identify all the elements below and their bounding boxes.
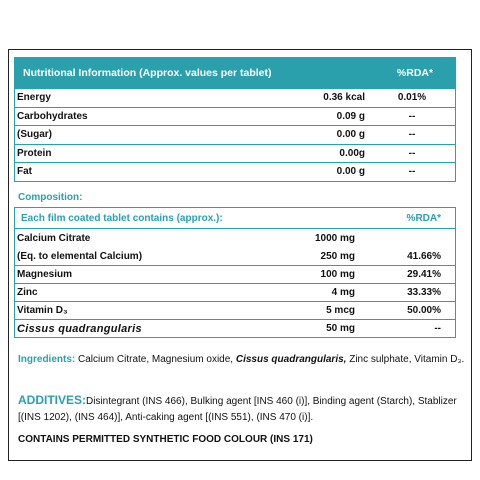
ingredient-rda: 33.33% — [407, 287, 441, 298]
nutrient-value: 0.00 g — [336, 129, 365, 141]
ingredient-name: Magnesium — [17, 269, 73, 280]
nutrient-value: 0.09 g — [336, 110, 365, 122]
ingredient-name: Vitamin D₃ — [17, 305, 68, 316]
ingredient-value: 250 mg — [320, 250, 355, 262]
colour-warning: CONTAINS PERMITTED SYNTHETIC FOOD COLOUR (INS 171) — [18, 434, 313, 445]
nutrient-rda: -- — [408, 147, 416, 159]
ingredients-label: Ingredients: — [18, 354, 76, 365]
nutrient-rda: -- — [408, 166, 416, 178]
table-row — [15, 144, 455, 163]
ingredient-value: 5 mcg — [326, 305, 355, 316]
ingredient-name: Cissus quadrangularis — [17, 322, 142, 335]
ingredient-name: Calcium Citrate — [17, 232, 91, 244]
nutrient-rda: -- — [408, 110, 416, 122]
ingredient-rda: -- — [434, 323, 441, 334]
nutrient-name: Protein — [17, 147, 52, 159]
nutrient-value: 0.00g — [339, 147, 365, 159]
table-row — [15, 265, 455, 283]
composition-title: Composition: — [18, 192, 83, 203]
nutrition-header-label: Nutritional Information (Approx. values per tablet) — [23, 67, 272, 79]
table-row — [15, 283, 455, 301]
composition-table-header — [15, 208, 455, 229]
ingredients-paragraph — [18, 352, 466, 368]
nutrient-value: 0.00 g — [336, 166, 365, 178]
ingredients-text-italic: Cissus quadrangularis, — [235, 354, 347, 365]
nutrient-rda: -- — [408, 129, 416, 141]
ingredient-value: 1000 mg — [314, 232, 355, 244]
nutrition-table-header — [15, 58, 455, 88]
nutrient-name: (Sugar) — [17, 129, 52, 141]
nutrition-header-rda: %RDA* — [396, 67, 434, 79]
nutrient-name: Fat — [17, 166, 32, 178]
ingredient-rda: 50.00% — [407, 305, 441, 316]
additives-text: Disintegrant (INS 466), Bulking agent [INS 460 (i)], Binding agent (Starch), Stablizer [(INS 1202), (INS 464)], Anti-caking agent [(INS 551), (INS 470 (i)]. — [18, 396, 457, 423]
table-row — [15, 229, 455, 247]
nutrient-value: 0.36 kcal — [323, 92, 365, 104]
ingredient-rda: 29.41% — [407, 269, 441, 280]
table-row — [15, 247, 455, 265]
ingredient-value: 100 mg — [320, 269, 355, 280]
table-row — [15, 107, 455, 126]
ingredient-name: (Eq. to elemental Calcium) — [17, 250, 143, 262]
ingredient-rda: 41.66% — [407, 250, 441, 262]
ingredient-value: 50 mg — [326, 323, 355, 334]
ingredients-text-b: Zinc sulphate, Vitamin D₃. — [346, 354, 465, 365]
table-row — [15, 125, 455, 144]
nutrient-name: Energy — [17, 92, 51, 104]
nutrient-rda: 0.01% — [397, 92, 427, 104]
table-row — [15, 301, 455, 319]
table-row — [15, 319, 455, 337]
ingredient-name: Zinc — [17, 287, 38, 298]
nutrition-table — [14, 57, 456, 182]
additives-paragraph — [18, 392, 466, 426]
composition-header-rda: %RDA* — [406, 212, 441, 224]
ingredient-value: 4 mg — [331, 287, 355, 298]
table-row — [15, 88, 455, 107]
nutrient-name: Carbohydrates — [17, 110, 88, 122]
composition-table — [14, 207, 456, 338]
composition-header-label: Each film coated tablet contains (approx.): — [21, 212, 223, 224]
ingredients-text-a: Calcium Citrate, Magnesium oxide, — [75, 354, 236, 365]
additives-label: ADDITIVES: — [18, 393, 87, 407]
table-row — [15, 162, 455, 181]
